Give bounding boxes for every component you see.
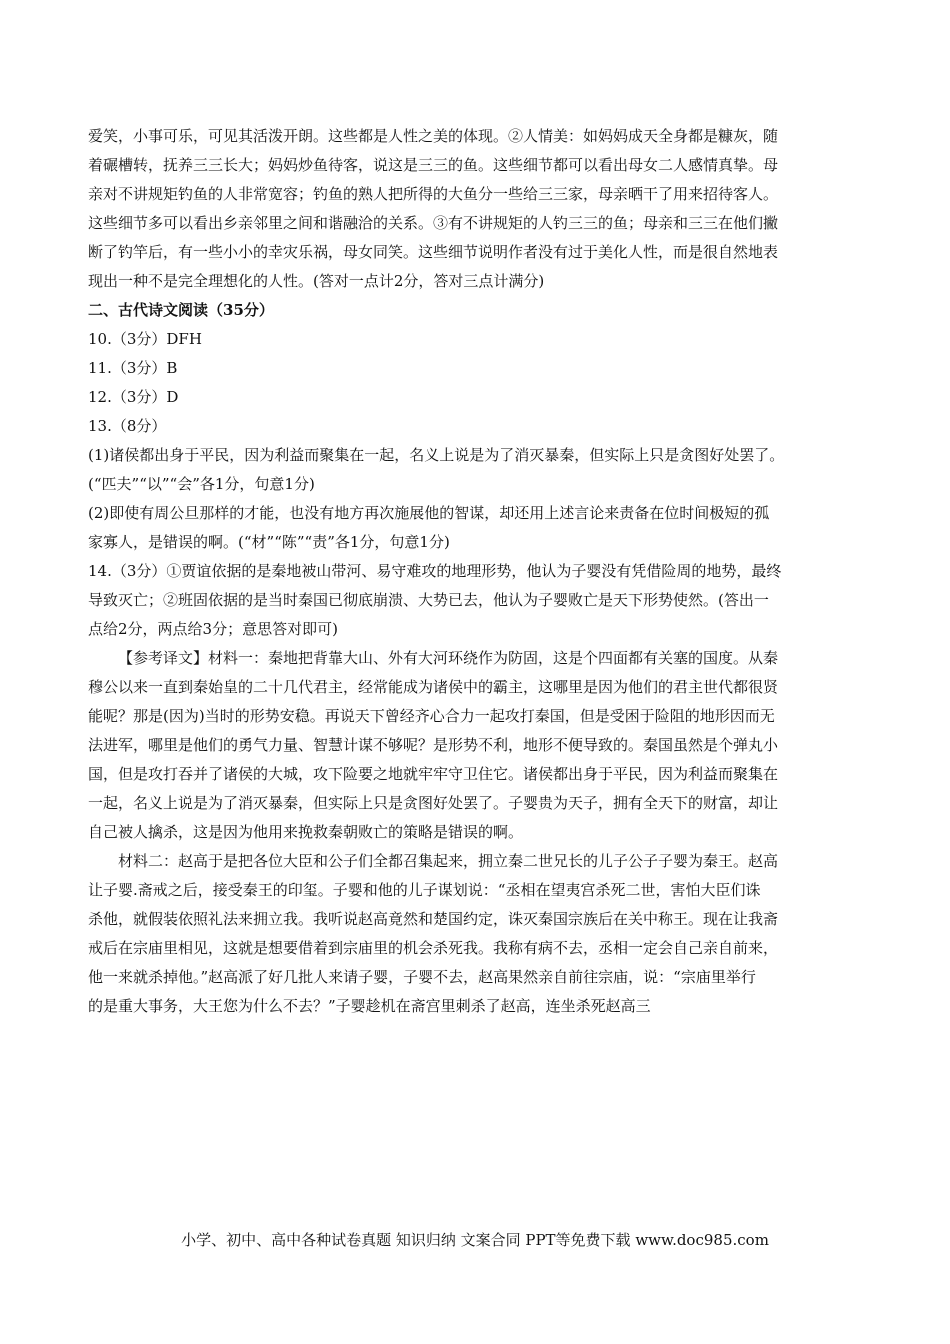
text-line: 亲对不讲规矩钓鱼的人非常宽容；钓鱼的熟人把所得的大鱼分一些给三三家，母亲晒干了用来招待客人。 xyxy=(88,185,779,203)
text-line: 断了钓竿后，有一些小小的幸灾乐祸，母女同笑。这些细节说明作者没有过于美化人性，而是很自然地表 xyxy=(88,243,779,261)
text-line: 家寡人，是错误的啊。(“材”“陈”“责”各1分，句意1分) xyxy=(88,533,450,551)
text-line: (2)即使有周公旦那样的才能，也没有地方再次施展他的智谋，却还用上述言论来责备在位时间极短的孤 xyxy=(88,504,770,522)
text-line: 现出一种不是完全理想化的人性。(答对一点计2分，答对三点计满分) xyxy=(88,272,545,290)
section-heading: 二、古代诗文阅读（35分） xyxy=(88,301,274,319)
document-body xyxy=(88,122,878,1021)
text-line: 爱笑，小事可乐，可见其活泼开朗。这些都是人性之美的体现。②人情美：如妈妈成天全身都是糠灰，随 xyxy=(88,127,779,145)
text-line: 自己被人擒杀，这是因为他用来挽救秦朝败亡的策略是错误的啊。 xyxy=(88,823,524,841)
text-line: (1)诸侯都出身于平民，因为利益而聚集在一起，名义上说是为了消灭暴秦，但实际上只是贪图好处罢了。 xyxy=(88,446,785,464)
text-line: 一起，名义上说是为了消灭暴秦，但实际上只是贪图好处罢了。子婴贵为天子，拥有全天下的财富，却让 xyxy=(88,794,779,812)
text-line: 法进军，哪里是他们的勇气力量、智慧计谋不够呢？是形势不利，地形不便导致的。秦国虽然是个弹丸小 xyxy=(88,736,779,754)
text-line: 点给2分，两点给3分；意思答对即可) xyxy=(88,620,338,638)
answer-line: 12.（3分）D xyxy=(88,388,179,406)
text-line: 他一来就杀掉他。”赵高派了好几批人来请子婴，子婴不去，赵高果然亲自前往宗庙，说：“宗庙里举行 xyxy=(88,968,756,986)
material-two-paragraph-start: 材料二：赵高于是把各位大臣和公子们全都召集起来，拥立秦二世兄长的儿子公子子婴为秦王。赵高 xyxy=(118,852,779,870)
answer-line: 11.（3分）B xyxy=(88,359,178,377)
text-line: 杀他，就假装依照礼法来拥立我。我听说赵高竟然和楚国约定，诛灭秦国宗族后在关中称王。现在让我斋 xyxy=(88,910,779,928)
answer-line: 14.（3分）①贾谊依据的是秦地被山带河、易守难攻的地理形势，他认为子婴没有凭借险周的地势，最终 xyxy=(88,562,782,580)
text-line: 戒后在宗庙里相见，这就是想要借着到宗庙里的机会杀死我。我称有病不去，丞相一定会自己亲自前来， xyxy=(88,939,779,957)
text-line: 让子婴.斋戒之后，接受秦王的印玺。子婴和他的儿子谋划说：“丞相在望夷宫杀死二世，害怕大臣们诛 xyxy=(88,881,761,899)
answer-line: 10.（3分）DFH xyxy=(88,330,202,348)
text-line: 穆公以来一直到秦始皇的二十几代君主，经常能成为诸侯中的霸主，这哪里是因为他们的君主世代都很贤 xyxy=(88,678,779,696)
text-line: (“匹夫”“以”“会”各1分，句意1分) xyxy=(88,475,315,493)
text-line: 着碾槽转，抚养三三长大；妈妈炒鱼待客，说这是三三的鱼。这些细节都可以看出母女二人感情真挚。母 xyxy=(88,156,779,174)
text-line: 国，但是攻打吞并了诸侯的大城，攻下险要之地就牢牢守卫住它。诸侯都出身于平民，因为利益而聚集在 xyxy=(88,765,779,783)
text-line: 能呢？那是(因为)当时的形势安稳。再说天下曾经齐心合力一起攻打秦国，但是受困于险阻的地形因而无 xyxy=(88,707,775,725)
text-line: 这些细节多可以看出乡亲邻里之间和谐融洽的关系。③有不讲规矩的人钓三三的鱼；母亲和三三在他们撇 xyxy=(88,214,779,232)
page-footer: 小学、初中、高中各种试卷真题 知识归纳 文案合同 PPT等免费下载 www.doc985.com xyxy=(181,1231,769,1249)
text-line: 导致灭亡；②班固依据的是当时秦国已彻底崩溃、大势已去，他认为子婴败亡是天下形势使然。(答出一 xyxy=(88,591,769,609)
text-line: 的是重大事务，大王您为什么不去？”子婴趁机在斋宫里刺杀了赵高，连坐杀死赵高三 xyxy=(88,997,651,1015)
answer-line: 13.（8分） xyxy=(88,417,167,435)
translation-paragraph-start: 【参考译文】材料一：秦地把背靠大山、外有大河环绕作为防固，这是个四面都有关塞的国度。从秦 xyxy=(118,649,779,667)
